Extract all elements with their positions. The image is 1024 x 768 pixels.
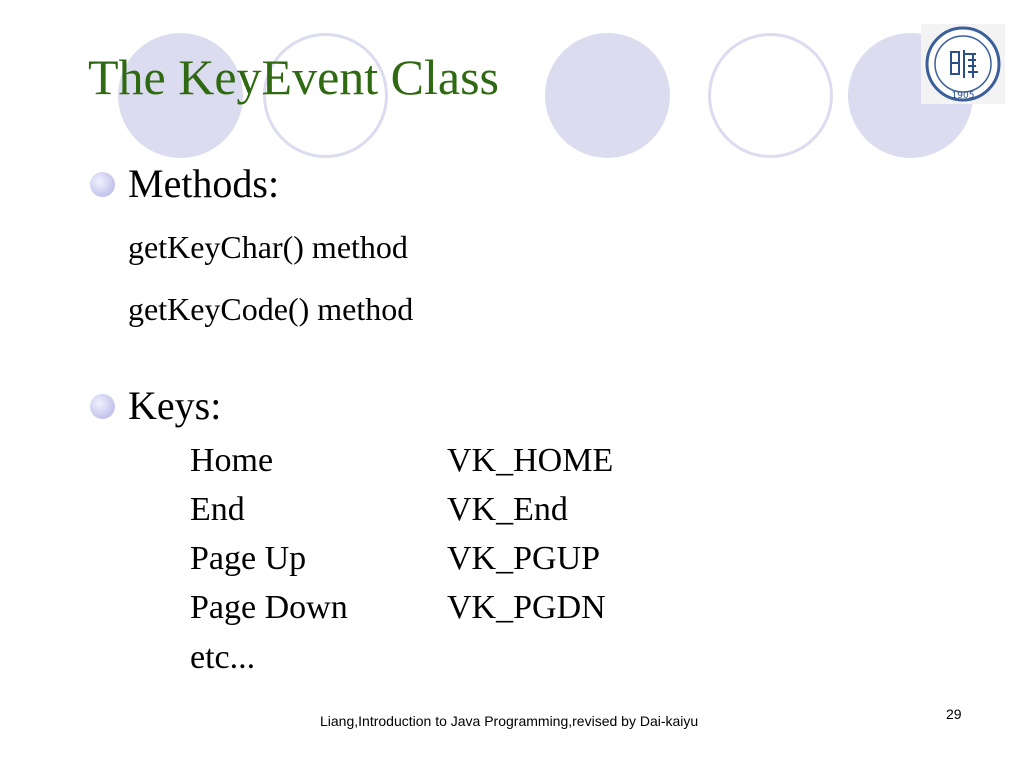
bullet-methods-label: Methods: <box>128 161 280 206</box>
bullet-keys-label: Keys: <box>128 383 222 428</box>
slide-footer: Liang,Introduction to Java Programming,revised by Dai-kaiyu <box>320 713 699 729</box>
keys-etc: etc... <box>190 639 256 676</box>
method-item-2: getKeyCode() method <box>128 291 414 327</box>
key-row <box>190 485 613 534</box>
key-name: Page Down <box>190 589 348 626</box>
keys-table <box>190 436 613 632</box>
bullet-methods <box>90 161 280 206</box>
key-row <box>190 436 613 485</box>
key-row <box>190 583 613 632</box>
key-name: End <box>190 491 245 528</box>
page-number: 29 <box>946 706 962 722</box>
key-name: Home <box>190 442 274 479</box>
bullet-dot-icon <box>90 394 115 419</box>
key-code: VK_End <box>447 491 568 528</box>
key-row <box>190 534 613 583</box>
decor-ring-2 <box>708 33 833 158</box>
bullet-keys <box>90 383 222 428</box>
method-item-1: getKeyChar() method <box>128 229 408 265</box>
university-seal-icon <box>921 24 1005 104</box>
logo-year: 1905 <box>951 91 975 101</box>
key-name: Page Up <box>190 540 307 577</box>
slide-title: The KeyEvent Class <box>88 49 500 105</box>
bullet-dot-icon <box>90 172 115 197</box>
key-code: VK_PGDN <box>447 589 606 626</box>
key-code: VK_PGUP <box>447 540 601 577</box>
decor-circle-2 <box>545 33 670 158</box>
key-code: VK_HOME <box>447 442 614 479</box>
university-logo <box>921 24 1005 104</box>
